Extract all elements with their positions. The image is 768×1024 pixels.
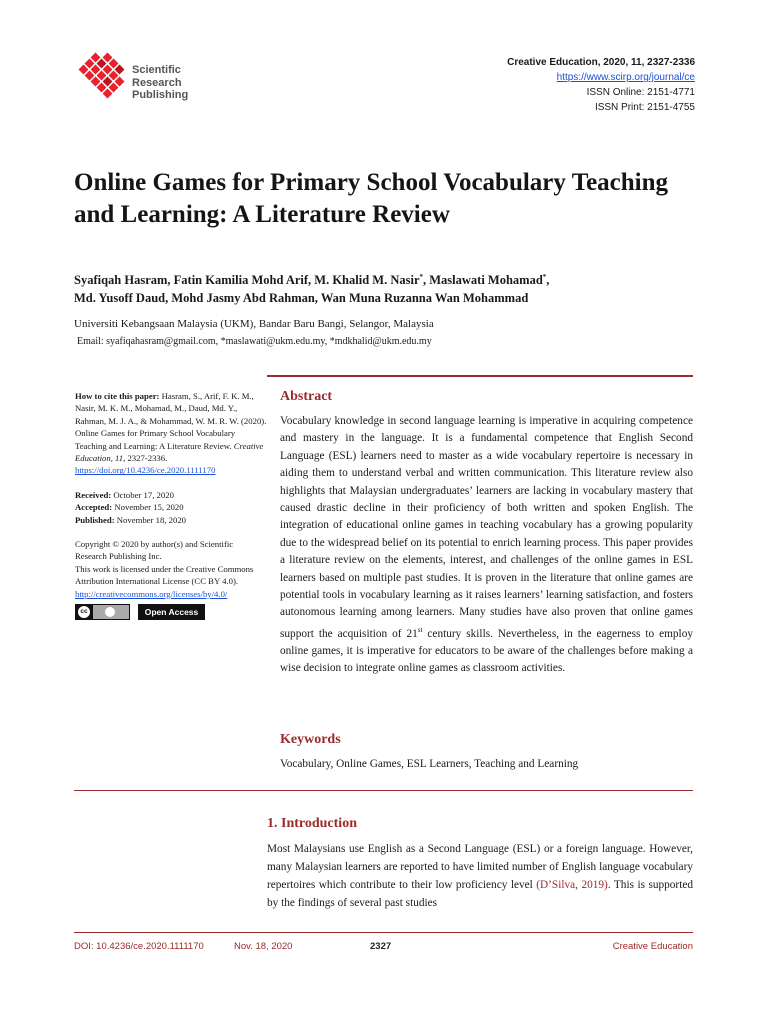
logo-diamond <box>91 77 101 87</box>
publisher-name-line1: Scientific <box>132 64 181 76</box>
ordinal-suffix: st <box>417 625 423 634</box>
logo-diamond <box>97 59 107 69</box>
footer-journal: Creative Education <box>612 941 693 952</box>
how-to-cite <box>75 390 267 477</box>
issn-online: ISSN Online: 2151-4771 <box>586 87 695 98</box>
keywords-heading: Keywords <box>280 732 341 747</box>
received-label: Received: <box>75 489 112 500</box>
footer-date: Nov. 18, 2020 <box>234 941 293 952</box>
affiliation: Universiti Kebangsaan Malaysia (UKM), Bandar Baru Bangi, Selangor, Malaysia <box>74 318 434 330</box>
received-date: October 17, 2020 <box>111 489 174 500</box>
copyright-notice: Copyright © 2020 by author(s) and Scientific Research Publishing Inc. <box>75 539 234 562</box>
logo-diamond <box>79 65 89 75</box>
accepted-date: November 15, 2020 <box>112 502 184 513</box>
cite-text: Hasram, S., Arif, F. K. M., Nasir, M. K. M., Mohamad, M., Daud, Md. Y., Rahman, M. J. A., & Mohammad, W. M. R. W. (2020). Online Games for Primary School Vocabulary Teaching and Learning: A Literature Review. <box>75 391 267 451</box>
introduction-text-a: Most Malaysians use English as a Second Language (ESL) or a foreign language. However, many Malaysian learners are reported to have limited number of English language vocabulary repertoires which contribute to their low proficiency level <box>267 843 693 891</box>
logo-diamond <box>103 53 113 63</box>
corresponding-mark: * <box>419 273 423 281</box>
diamond-grid-logo-icon <box>78 50 132 110</box>
introduction-text <box>267 840 693 912</box>
cite-journal: Creative Education, 11, <box>75 440 264 464</box>
issn-print: ISSN Print: 2151-4755 <box>594 102 695 113</box>
publisher-name-line2: Research <box>132 76 182 89</box>
citation-link[interactable]: (D’Silva, 2019) <box>536 879 608 891</box>
author-names-b: , Maslawati Mohamad <box>423 273 543 288</box>
keywords-text: Vocabulary, Online Games, ESL Learners, Teaching and Learning <box>280 758 579 770</box>
logo-diamond <box>103 89 113 99</box>
section-divider <box>74 790 693 791</box>
logo-diamond <box>91 65 101 75</box>
introduction-heading: 1. Introduction <box>267 816 357 831</box>
person-icon <box>105 607 115 617</box>
cite-label: How to cite this paper: <box>75 391 160 401</box>
logo-diamond <box>103 77 113 87</box>
license-link[interactable]: http://creativecommons.org/licenses/by/4.0/ <box>75 588 228 599</box>
cc-icon: cc <box>78 606 90 618</box>
author-list <box>74 268 714 307</box>
doi-link[interactable]: https://doi.org/10.4236/ce.2020.1111170 <box>75 465 216 476</box>
published-label: Published: <box>75 514 115 525</box>
journal-citation-line: Creative Education, 2020, 11, 2327-2336 <box>507 57 695 68</box>
license-notice: This work is licensed under the Creative Commons Attribution International License (CC BY 4.0). <box>75 563 254 587</box>
logo-diamond <box>85 59 95 69</box>
logo-diamond <box>109 71 119 81</box>
logo-diamond <box>109 59 119 69</box>
logo-diamond <box>115 77 125 87</box>
cc-by-badge[interactable] <box>75 604 130 620</box>
logo-diamond <box>109 83 119 93</box>
author-names-a: Syafiqah Hasram, Fatin Kamilia Mohd Arif, M. Khalid M. Nasir <box>74 273 420 288</box>
footer-rule <box>74 932 693 933</box>
logo-diamond <box>85 71 95 81</box>
publisher-name-line3: Publishing <box>132 89 189 101</box>
article-dates <box>75 489 267 526</box>
page-number: 2327 <box>370 941 392 952</box>
abstract-text-b: century skills. Nevertheless, in the eagerness to employ online games, it is imperative for educators to be aware of the challenges before making a wise decision to integrate online games as classroom activities. <box>280 627 693 675</box>
publisher-logo <box>78 50 198 110</box>
abstract-text-a: Vocabulary knowledge in second language learning is imperative in acquiring competence and mastery in the language. It is a fundamental competence that English Second Language (ESL) learners need to master as a wide vocabulary repertoire is necessary in aiding them to understand verbal and written communication. This literature review also highlights that Malaysian undergraduates’ learners are lacking in vocabulary mastery that caused drastic decline in their proficiency of both written and spoken English. The integration of educational online games in teaching vocabulary has a growing popularity due to the widespread belief on its potential to enrich learning process. This paper provides a literature review on the elements, interest, and challenges of the online games in ESL learners based on multiple past studies. It is proven in the literature that online games are potential tools in vocabulary learning as it raises learners’ learning satisfaction, and fosters autonomous learning among learners. Many studies have also proven that online games support the acquisition of 21 <box>280 415 693 640</box>
journal-info <box>507 55 695 115</box>
author-emails: Email: syafiqahasram@gmail.com, *maslawati@ukm.edu.my, *mdkhalid@ukm.edu.my <box>77 336 432 347</box>
journal-url-link[interactable]: https://www.scirp.org/journal/ce <box>556 72 695 83</box>
introduction-text-b: . This is supported by the findings of several past studies <box>267 879 693 909</box>
by-attribution-icon <box>93 605 129 619</box>
paper-title: Online Games for Primary School Vocabulary Teaching and Learning: A Literature Review <box>74 169 669 228</box>
abstract-text <box>280 413 693 678</box>
license-badges <box>75 604 267 620</box>
open-access-badge[interactable]: Open Access <box>138 604 205 620</box>
logo-diamond <box>97 71 107 81</box>
logo-diamond <box>97 83 107 93</box>
logo-diamond <box>103 65 113 75</box>
published-date: November 18, 2020 <box>114 514 187 525</box>
cite-pages: 2327-2336. <box>125 453 168 464</box>
author-line-2: Md. Yusoff Daud, Mohd Jasmy Abd Rahman, Wan Muna Ruzanna Wan Mohammad <box>74 291 529 306</box>
article-info-sidebar <box>75 390 267 620</box>
abstract-top-rule <box>267 375 693 377</box>
logo-diamond <box>91 53 101 63</box>
author-line-1 <box>74 268 714 289</box>
abstract-heading: Abstract <box>280 389 333 404</box>
corresponding-mark: * <box>542 273 547 281</box>
logo-diamond <box>115 65 125 75</box>
page-footer <box>74 940 693 954</box>
footer-doi: DOI: 10.4236/ce.2020.1111170 <box>74 941 204 952</box>
author-names-c: , <box>546 273 550 288</box>
accepted-label: Accepted: <box>75 502 113 513</box>
publisher-name <box>132 64 188 102</box>
